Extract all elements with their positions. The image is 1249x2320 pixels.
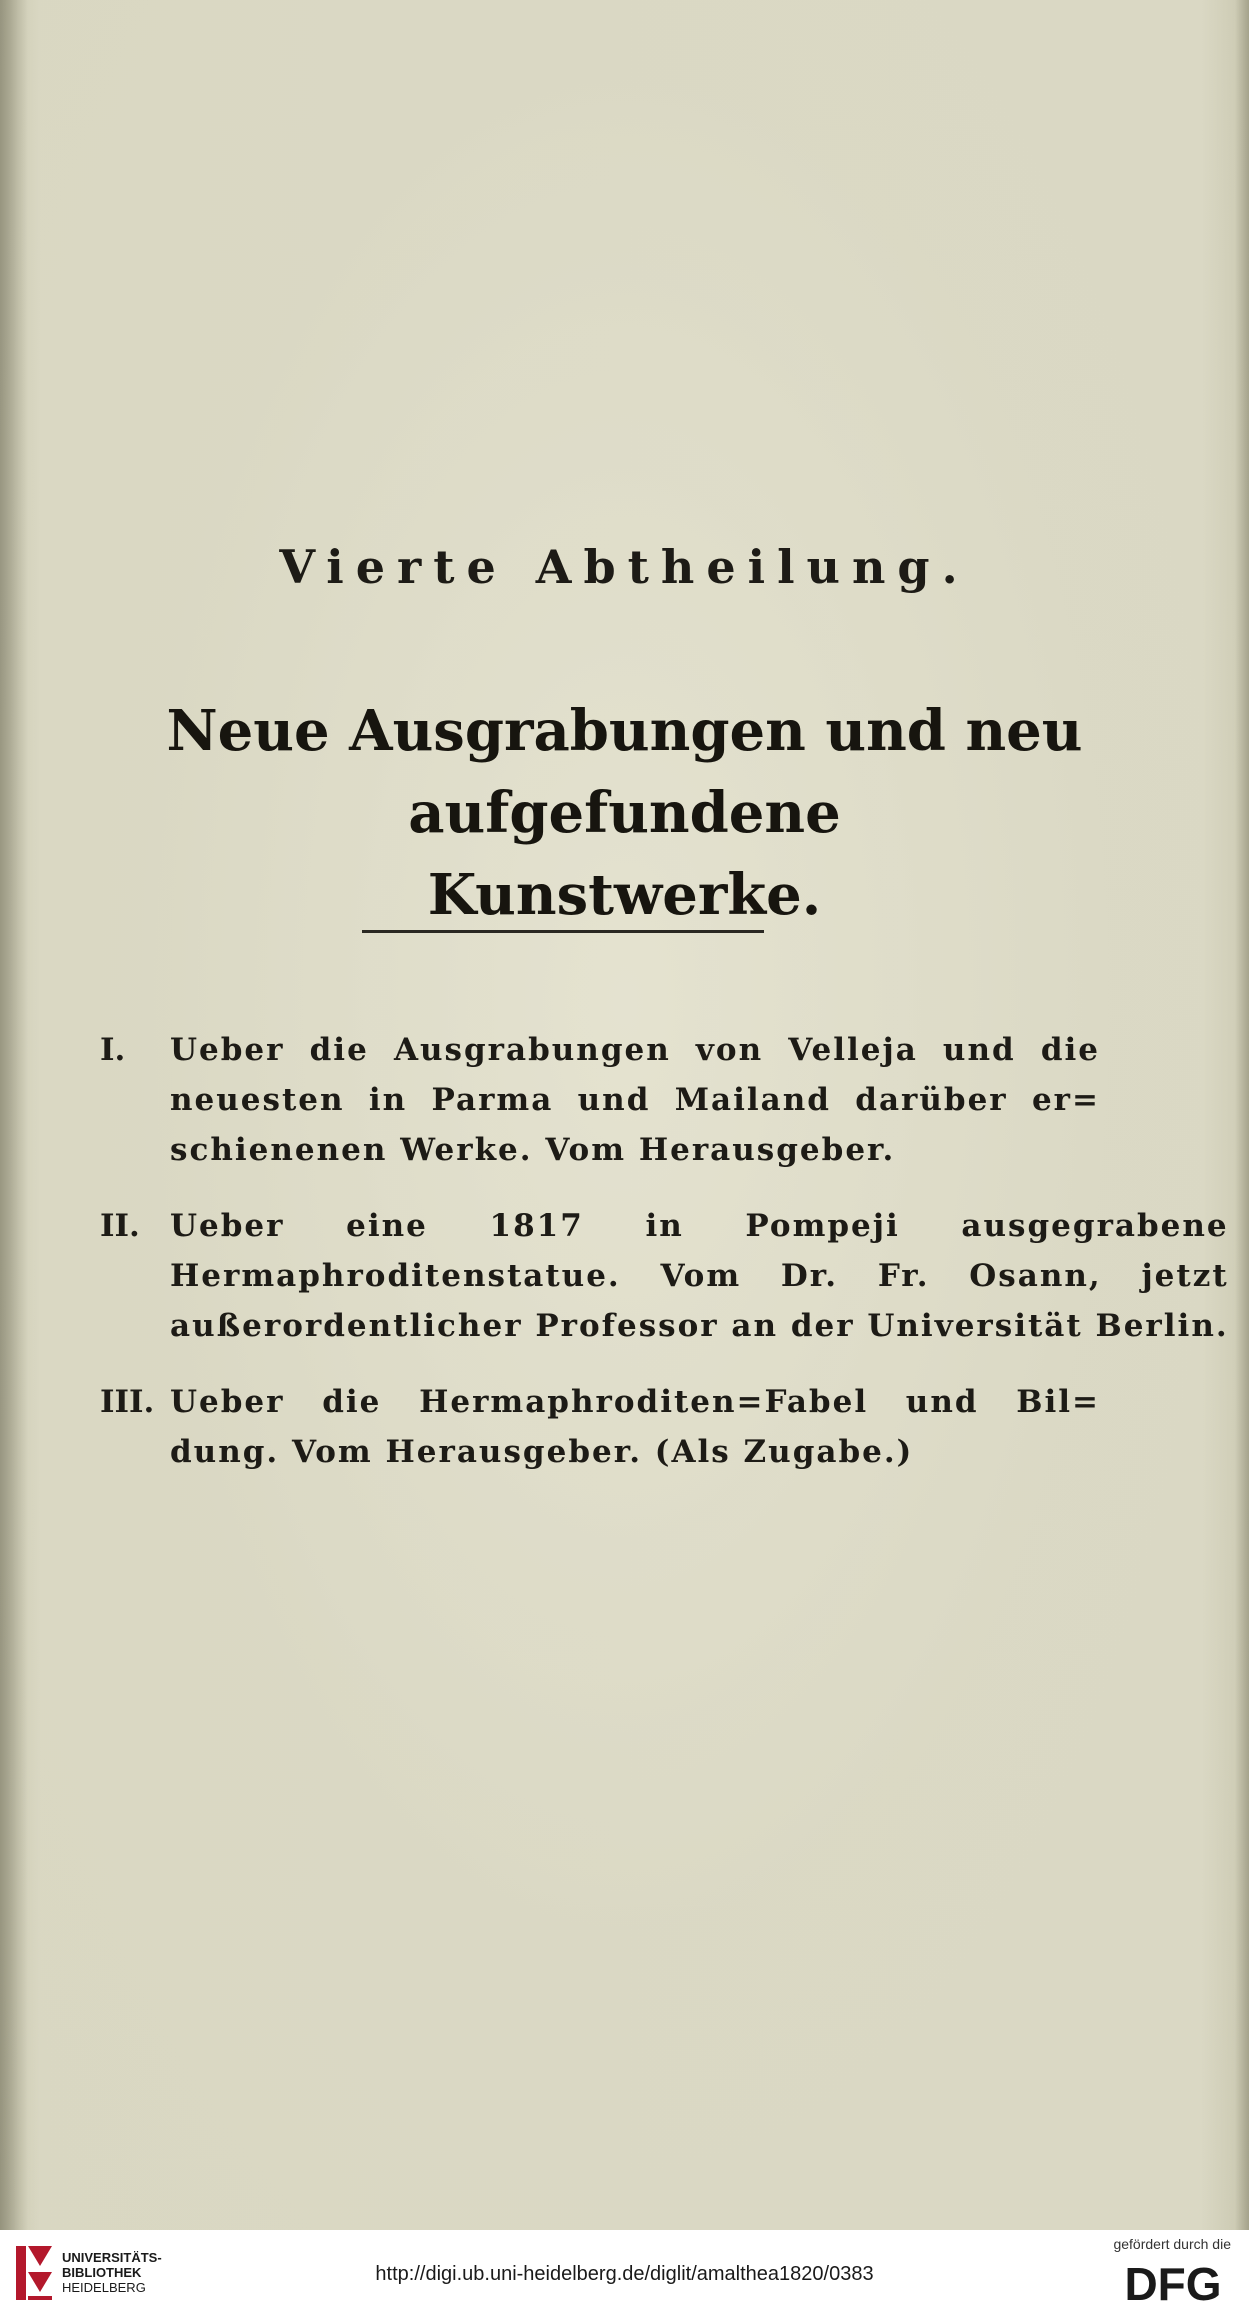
page-title bbox=[90, 690, 1159, 936]
title-line-1: Neue Ausgrabungen und neu aufgefundene bbox=[166, 698, 1083, 846]
toc-entry-text bbox=[170, 1025, 1100, 1175]
toc-line: Hermaphroditenstatue. Vom Dr. Fr. Osann, jetzt bbox=[170, 1258, 1229, 1294]
toc-entry-text bbox=[170, 1377, 1100, 1477]
toc-line: schienenen Werke. Vom Herausgeber. bbox=[170, 1132, 896, 1168]
section-heading: Vierte Abtheilung. bbox=[279, 540, 970, 594]
toc-line: Ueber die Ausgrabungen von Velleja und die bbox=[170, 1032, 1100, 1068]
title-line-2: Kunstwerke. bbox=[427, 862, 822, 928]
library-name-line-3: HEIDELBERG bbox=[62, 2280, 146, 2295]
toc-line: Ueber die Hermaphroditen=Fabel und Bil= bbox=[170, 1384, 1100, 1420]
toc-line: außerordentlicher Professor an der Universität Berlin. bbox=[170, 1308, 1229, 1344]
toc-line: neuesten in Parma und Mailand darüber er= bbox=[170, 1082, 1100, 1118]
toc-line: Ueber eine 1817 in Pompeji ausgegrabene bbox=[170, 1208, 1229, 1244]
horizontal-rule bbox=[362, 930, 764, 933]
table-of-contents bbox=[100, 1025, 1229, 1503]
toc-entry-text bbox=[170, 1201, 1229, 1351]
library-name-line-1: UNIVERSITÄTS- bbox=[62, 2250, 162, 2265]
funded-by-label: gefördert durch die bbox=[1113, 2236, 1231, 2252]
page-left-shadow bbox=[0, 0, 28, 2230]
library-name-line-2: BIBLIOTHEK bbox=[62, 2265, 142, 2280]
dfg-logo-icon bbox=[1113, 2258, 1233, 2308]
toc-line: dung. Vom Herausgeber. (Als Zugabe.) bbox=[170, 1434, 914, 1470]
toc-entry-number: I. bbox=[100, 1032, 126, 1068]
toc-entry-number: III. bbox=[100, 1384, 155, 1420]
toc-entry-number: II. bbox=[100, 1208, 140, 1244]
viewer-footer bbox=[0, 2230, 1249, 2320]
permalink-url[interactable]: http://digi.ub.uni-heidelberg.de/diglit/amalthea1820/0383 bbox=[375, 2263, 874, 2285]
toc-entry-1 bbox=[100, 1025, 1100, 1175]
dfg-logo-text: DFG bbox=[1124, 2258, 1222, 2308]
toc-entry-3 bbox=[100, 1377, 1100, 1477]
page-right-shadow bbox=[1235, 0, 1249, 2230]
toc-entry-2 bbox=[100, 1201, 1229, 1351]
